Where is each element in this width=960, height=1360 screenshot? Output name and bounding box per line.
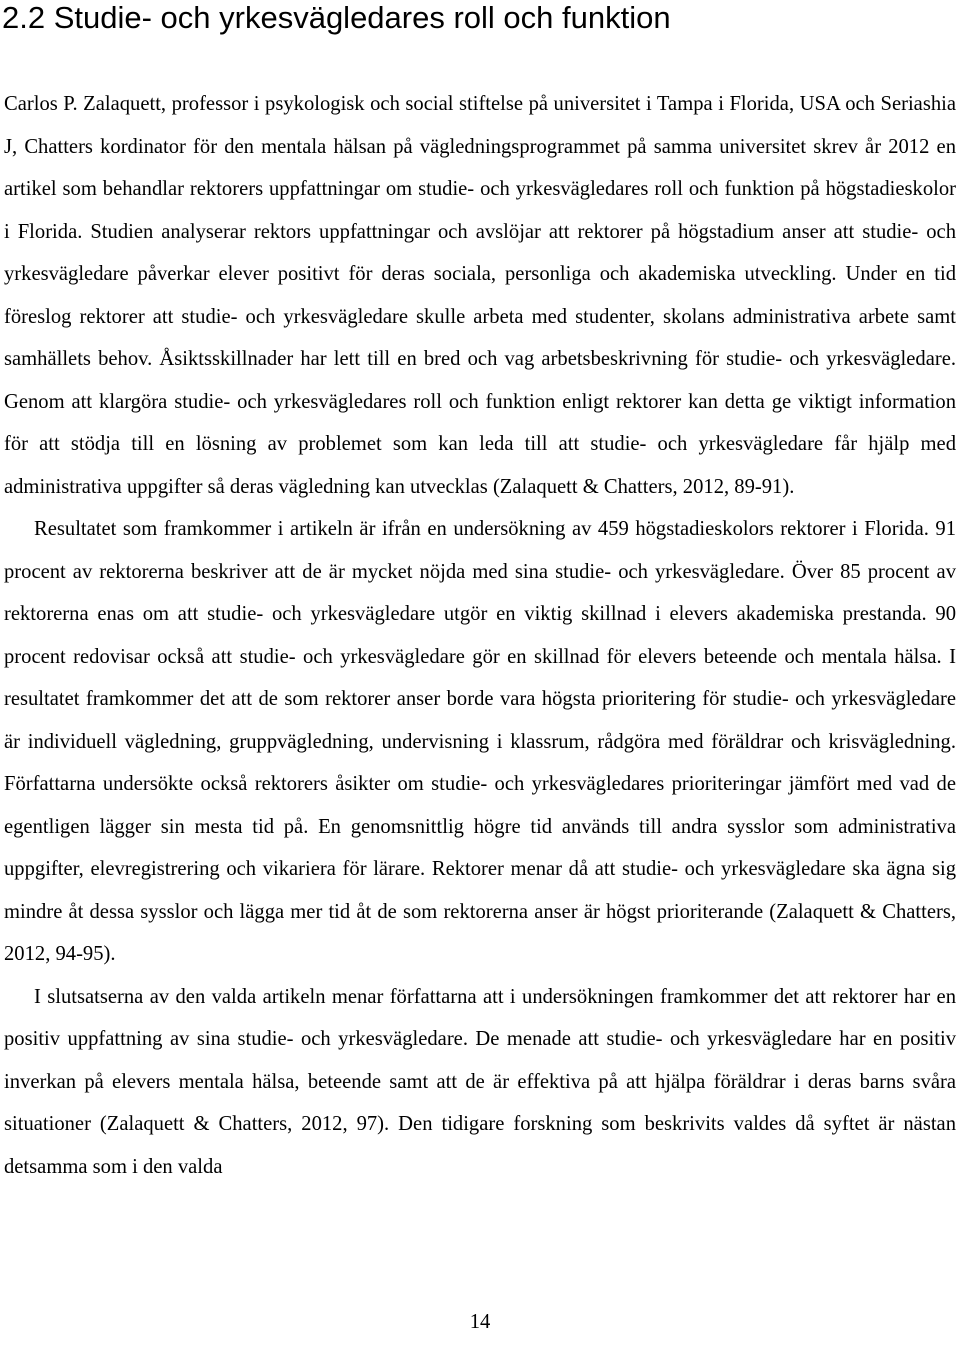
body-text <box>4 83 956 1188</box>
page-number: 14 <box>469 1311 491 1333</box>
paragraph-2: Resultatet som framkommer i artikeln är ifrån en undersökning av 459 högstadieskolors rektorer i Florida. 91 procent av rektorerna beskriver att de är mycket nöjda med sina studie- och yrkesvägledare. Över 85 procent av rektorerna enas om att studie- och yrkesvägledare utgör en viktig skillnad i elevers akademiska prestanda. 90 procent redovisar också att studie- och yrkesvägledare gör en skillnad för elevers beteende och mentala hälsa. I resultatet framkommer det att de som rektorer anser borde vara högsta prioritering för studie- och yrkesvägledare är individuell vägledning, gruppvägledning, undervisning i klassrum, rådgöra med föräldrar och krisvägledning. Författarna undersökte också rektorers åsikter om studie- och yrkesvägledares prioriteringar jämfört med vad de egentligen lägger sin mesta tid på. En genomsnittlig högre tid används till andra sysslor som administrativa uppgifter, elevregistrering och vikariera för lärare. Rektorer menar då att studie- och yrkesvägledare ska ägna sig mindre åt dessa sysslor och lägga mer tid åt de som rektorerna anser är högst prioriterande (Zalaquett & Chatters, 2012, 94-95). <box>4 518 956 965</box>
paragraph-3: I slutsatserna av den valda artikeln menar författarna att i undersökningen framkommer det att rektorer har en positiv uppfattning av sina studie- och yrkesvägledare. De menade att studie- och yrkesvägledare har en positiv inverkan på elevers mentala hälsa, beteende samt att de är effektiva på att hjälpa föräldrar i deras barns svåra situationer (Zalaquett & Chatters, 2012, 97). Den tidigare forskning som beskrivits valdes då syftet är nästan detsamma som i den valda <box>4 985 956 1178</box>
section-heading: 2.2 Studie- och yrkesvägledares roll och funktion <box>2 0 671 35</box>
paragraph-1: Carlos P. Zalaquett, professor i psykologisk och social stiftelse på universitet i Tampa i Florida, USA och Seriashia J, Chatters kordinator för den mentala hälsan på vägledningsprogrammet på samma universitet skrev år 2012 en artikel som behandlar rektorers uppfattningar om studie- och yrkesvägledares roll och funktion på högstadieskolor i Florida. Studien analyserar rektors uppfattningar och avslöjar att rektorer på högstadium anser att studie- och yrkesvägledare påverkar elever positivt för deras sociala, personliga och akademiska utveckling. Under en tid föreslog rektorer att studie- och yrkesvägledare skulle arbeta med studenter, skolans administrativa arbete samt samhällets behov. Åsiktsskillnader har lett till en bred och vag arbetsbeskrivning för studie- och yrkesvägledare. Genom att klargöra studie- och yrkesvägledares roll och funktion enligt rektorer kan detta ge viktigt information för att stödja till en lösning av problemet som kan leda till att studie- och yrkesvägledare får hjälp med administrativa uppgifter så deras vägledning kan utvecklas (Zalaquett & Chatters, 2012, 89-91). <box>4 93 956 498</box>
